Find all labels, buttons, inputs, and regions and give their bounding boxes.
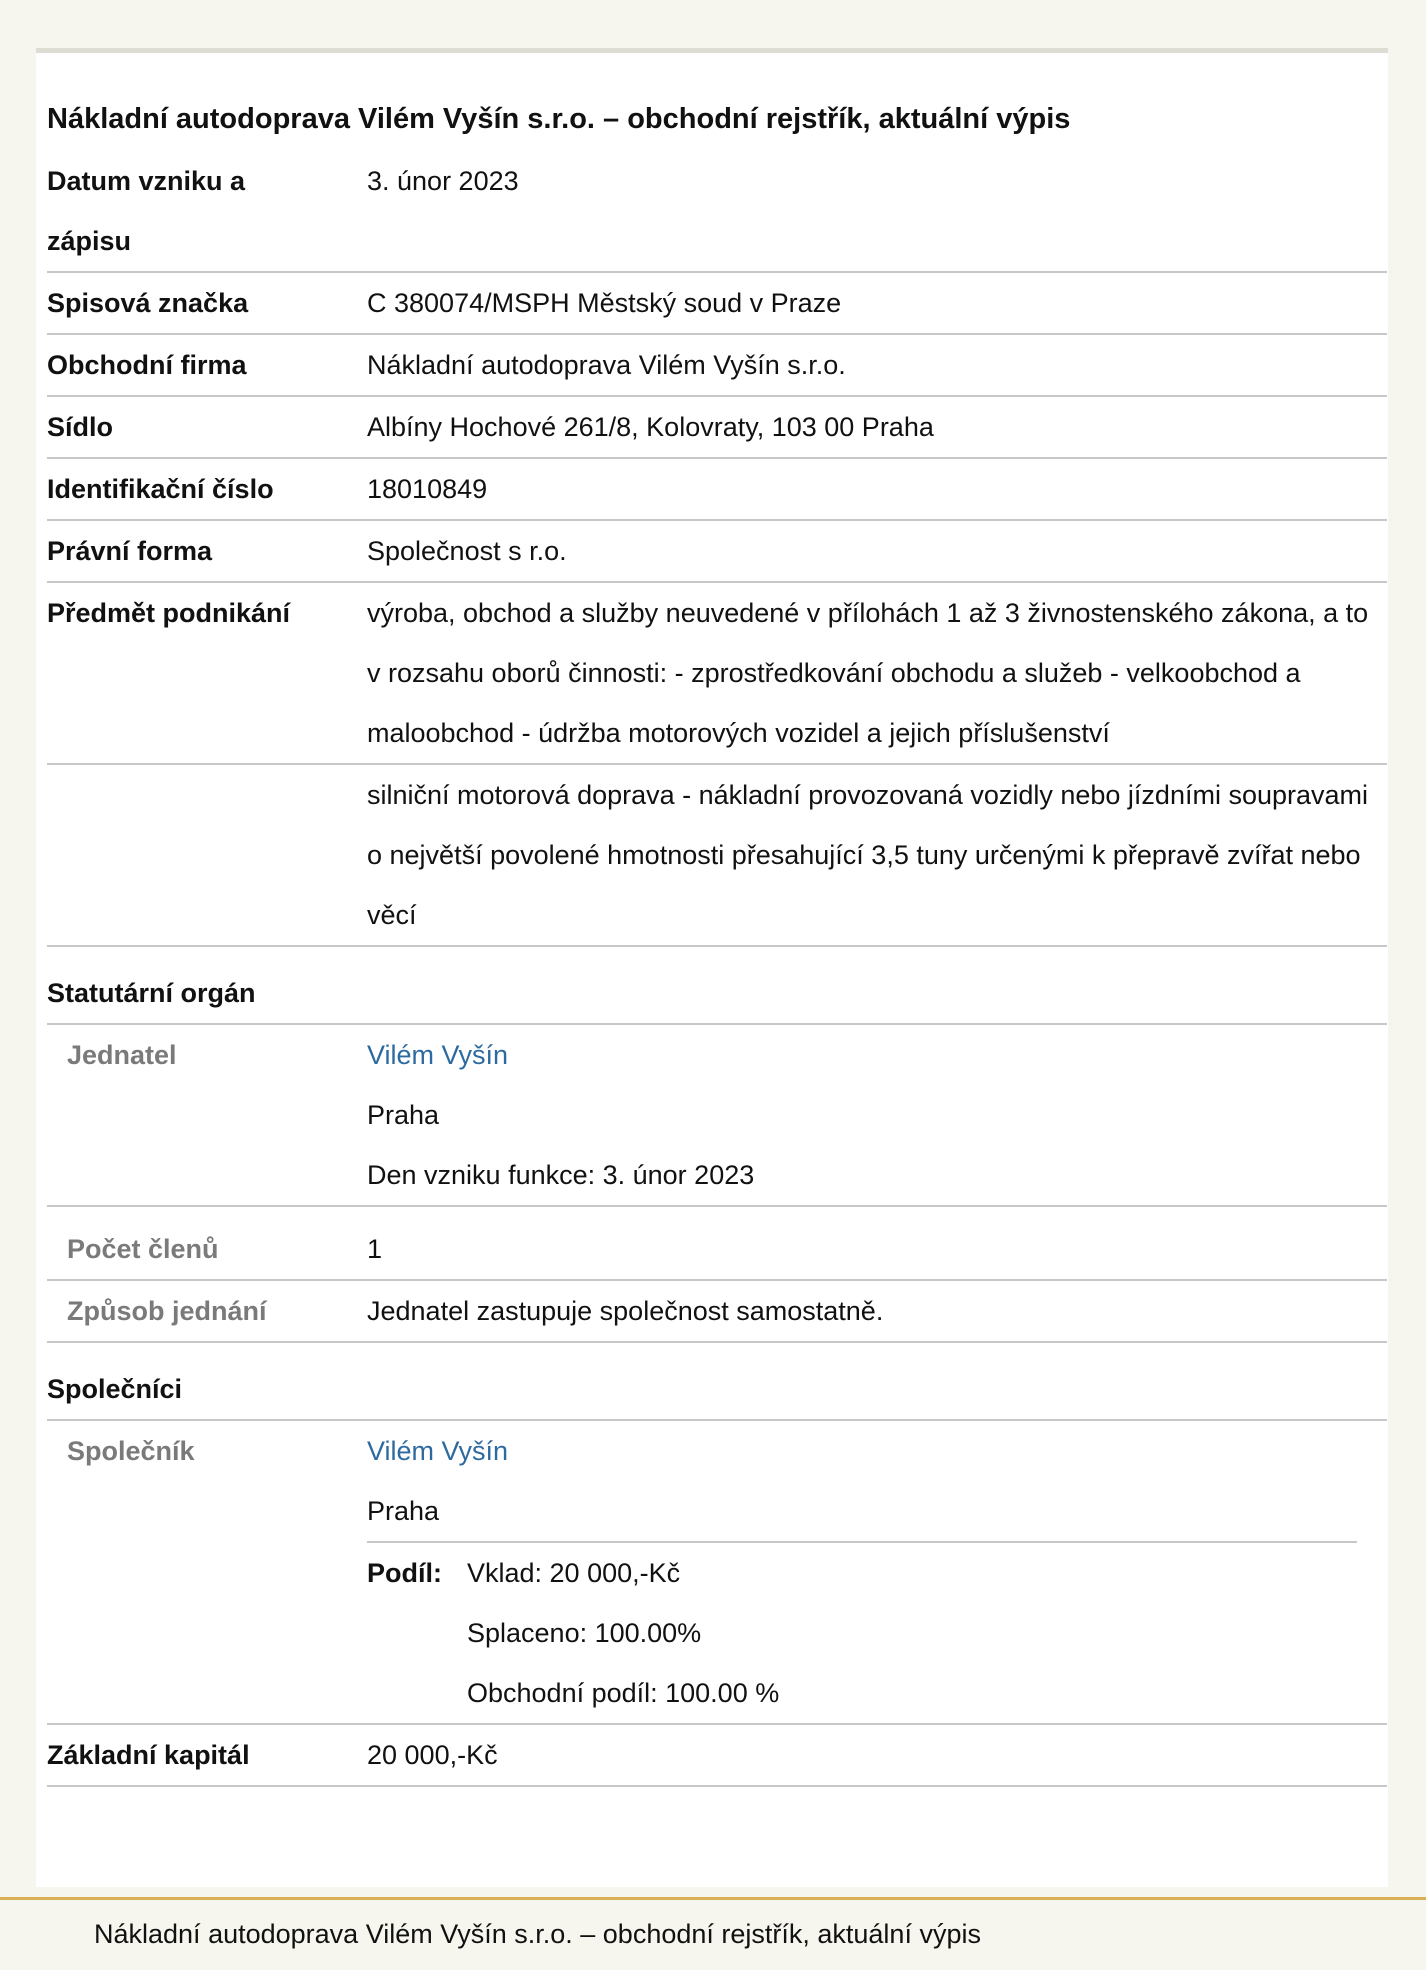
label-datum-vzniku bbox=[47, 151, 367, 272]
value-sidlo: Albíny Hochové 261/8, Kolovraty, 103 00 Praha bbox=[367, 396, 1387, 458]
value-zpusob-jednani: Jednatel zastupuje společnost samostatně. bbox=[367, 1280, 1387, 1342]
value-pocet-clenu: 1 bbox=[367, 1206, 1387, 1280]
row-zakladni-kapital bbox=[47, 1724, 1387, 1786]
row-zpusob-jednani bbox=[47, 1280, 1387, 1342]
label-jednatel: Jednatel bbox=[47, 1024, 367, 1206]
podil-obchodni: Obchodní podíl: 100.00 % bbox=[467, 1678, 780, 1708]
label-pocet-clenu: Počet členů bbox=[47, 1206, 367, 1280]
podil-vklad: Vklad: 20 000,-Kč bbox=[467, 1558, 681, 1588]
row-datum-vzniku bbox=[47, 151, 1387, 272]
label-obchodni-firma: Obchodní firma bbox=[47, 334, 367, 396]
row-identifikacni-cislo bbox=[47, 458, 1387, 520]
row-jednatel bbox=[47, 1024, 1387, 1206]
label-datum-line1: Datum vzniku a bbox=[47, 166, 246, 196]
jednatel-name-link[interactable]: Vilém Vyšín bbox=[367, 1040, 509, 1070]
share-table bbox=[367, 1541, 1357, 1723]
row-spolecnik bbox=[47, 1420, 1387, 1724]
register-content bbox=[47, 97, 1387, 1787]
row-pocet-clenu bbox=[47, 1206, 1387, 1280]
spolecnik-city: Praha bbox=[367, 1496, 440, 1526]
row-predmet-podnikani-2 bbox=[47, 764, 1387, 946]
podil-values bbox=[467, 1542, 1357, 1723]
label-pravni-forma: Právní forma bbox=[47, 520, 367, 582]
spolecnik-name-link[interactable]: Vilém Vyšín bbox=[367, 1436, 509, 1466]
footer-divider bbox=[0, 1897, 1426, 1900]
label-predmet-podnikani: Předmět podnikání bbox=[47, 582, 367, 764]
value-predmet-podnikani-1: výroba, obchod a služby neuvedené v přílohách 1 až 3 živnostenského zákona, a to v rozsahu oborů činnosti: - zprostředkování obchodu a služeb - velkoobchod a maloobchod - údržba motorových vozidel a jejich příslušenství bbox=[367, 582, 1387, 764]
row-spisova-znacka bbox=[47, 272, 1387, 334]
value-obchodni-firma: Nákladní autodoprava Vilém Vyšín s.r.o. bbox=[367, 334, 1387, 396]
row-pravni-forma bbox=[47, 520, 1387, 582]
value-predmet-podnikani-2: silniční motorová doprava - nákladní provozovaná vozidly nebo jízdními soupravami o největší povolené hmotnosti přesahující 3,5 tuny určenými k přepravě zvířat nebo věcí bbox=[367, 764, 1387, 946]
value-zakladni-kapital: 20 000,-Kč bbox=[367, 1724, 1387, 1786]
row-predmet-podnikani-1 bbox=[47, 582, 1387, 764]
row-spolecnici-heading bbox=[47, 1342, 1387, 1420]
value-identifikacni-cislo: 18010849 bbox=[367, 458, 1387, 520]
label-predmet-empty bbox=[47, 764, 367, 946]
label-datum-line2: zápisu bbox=[47, 226, 132, 256]
jednatel-city: Praha bbox=[367, 1100, 440, 1130]
register-table bbox=[47, 151, 1387, 1787]
register-card bbox=[36, 48, 1388, 1887]
row-statutarni-organ-heading bbox=[47, 946, 1387, 1024]
label-spolecnik: Společník bbox=[47, 1420, 367, 1724]
row-sidlo bbox=[47, 396, 1387, 458]
value-datum-vzniku: 3. únor 2023 bbox=[367, 151, 1387, 272]
section-spolecnici: Společníci bbox=[47, 1342, 1387, 1420]
label-identifikacni-cislo: Identifikační číslo bbox=[47, 458, 367, 520]
value-pravni-forma: Společnost s r.o. bbox=[367, 520, 1387, 582]
footer-text: Nákladní autodoprava Vilém Vyšín s.r.o. – obchodní rejstřík, aktuální výpis bbox=[94, 1919, 981, 1949]
value-spolecnik bbox=[367, 1420, 1387, 1724]
podil-label: Podíl: bbox=[367, 1558, 442, 1588]
section-statutarni-organ: Statutární orgán bbox=[47, 946, 1387, 1024]
label-zakladni-kapital: Základní kapitál bbox=[47, 1724, 367, 1786]
label-zpusob-jednani: Způsob jednání bbox=[47, 1280, 367, 1342]
podil-splaceno: Splaceno: 100.00% bbox=[467, 1618, 702, 1648]
value-jednatel bbox=[367, 1024, 1387, 1206]
label-sidlo: Sídlo bbox=[47, 396, 367, 458]
label-spisova-znacka: Spisová značka bbox=[47, 272, 367, 334]
value-spisova-znacka: C 380074/MSPH Městský soud v Praze bbox=[367, 272, 1387, 334]
jednatel-since: Den vzniku funkce: 3. únor 2023 bbox=[367, 1160, 755, 1190]
page-title: Nákladní autodoprava Vilém Vyšín s.r.o. – obchodní rejstřík, aktuální výpis bbox=[47, 103, 1071, 135]
row-obchodni-firma bbox=[47, 334, 1387, 396]
